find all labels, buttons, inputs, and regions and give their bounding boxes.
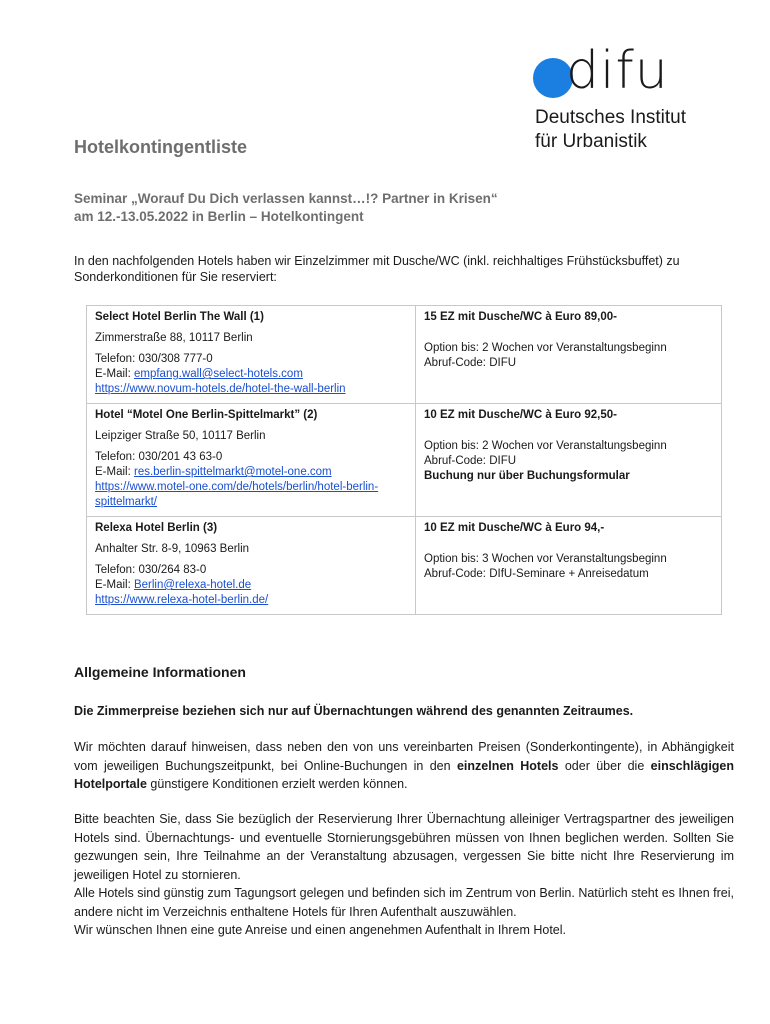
table-row bbox=[87, 306, 722, 404]
general-info-subheading: Die Zimmerpreise beziehen sich nur auf Übernachtungen während des genannten Zeitraumes. bbox=[74, 704, 634, 718]
hotel-code: Abruf-Code: DIfU-Seminare + Anreisedatum bbox=[424, 568, 649, 580]
hotel-website-link[interactable]: https://www.motel-one.com/de/hotels/berlin/hotel-berlin-spittelmarkt/ bbox=[95, 481, 379, 508]
reservation-paragraph bbox=[74, 810, 734, 940]
table-row bbox=[87, 517, 722, 615]
hotel-email-line bbox=[95, 578, 407, 593]
hotel-phone: Telefon: 030/264 83-0 bbox=[95, 564, 207, 576]
hotel-info-cell bbox=[87, 517, 416, 615]
hotel-table bbox=[86, 305, 722, 615]
logo-line-2: für Urbanistik bbox=[535, 131, 647, 152]
closing-text: Wir wünschen Ihnen eine gute Anreise und einen angenehmen Aufenthalt in Ihrem Hotel. bbox=[74, 923, 566, 937]
email-prefix: E-Mail: bbox=[95, 579, 134, 591]
table-row bbox=[87, 404, 722, 517]
p1-text-e: günstigere Konditionen erzielt werden können. bbox=[146, 777, 408, 791]
page-title: Hotelkontingentliste bbox=[74, 137, 248, 157]
hotel-offer-cell bbox=[416, 404, 722, 517]
general-info-heading: Allgemeine Informationen bbox=[74, 664, 246, 680]
hotel-name: Relexa Hotel Berlin (3) bbox=[95, 522, 218, 534]
seminar-subtitle bbox=[74, 190, 498, 226]
hotel-booking-note: Buchung nur über Buchungsformular bbox=[424, 470, 630, 482]
hotel-phone: Telefon: 030/201 43 63-0 bbox=[95, 451, 223, 463]
logo-line-1: Deutsches Institut bbox=[535, 107, 687, 128]
p1-text-a: Wir möchten darauf hinweisen, dass neben den von uns vereinbarten Preisen (Sonderkontingente), in Abhängigkeit vom jeweiligen Buchungszeitpunkt, bei Online-Buchungen in den bbox=[74, 740, 734, 773]
p1-bold-hotels: einzelnen Hotels bbox=[456, 758, 559, 773]
hotel-offer-cell bbox=[416, 306, 722, 404]
hotel-option: Option bis: 2 Wochen vor Veranstaltungsbeginn bbox=[424, 342, 667, 354]
subtitle-line-1: Seminar „Worauf Du Dich verlassen kannst…!? Partner in Krisen“ bbox=[74, 191, 498, 206]
reservation-text: Bitte beachten Sie, dass Sie bezüglich der Reservierung Ihrer Übernachtung alleiniger Vertragspartner des jeweiligen Hotels sind. Übernachtungs- und eventuelle Stornierungsgebühren müssen von Ihnen beglichen werden. Sollten Sie gezwungen sein, Ihre Teilnahme an der Veranstaltung abzusagen, vergessen Sie bitte nicht Ihre Reservierung im jeweiligen Hotel zu stornieren. bbox=[74, 812, 734, 882]
location-text: Alle Hotels sind günstig zum Tagungsort gelegen und befinden sich im Zentrum von Berlin. Natürlich steht es Ihnen frei, andere nicht im Verzeichnis enthaltene Hotels für Ihren Aufenthalt auszuwählen. bbox=[74, 886, 734, 919]
hotel-phone: Telefon: 030/308 777-0 bbox=[95, 353, 213, 365]
hotel-offer: 15 EZ mit Dusche/WC à Euro 89,00- bbox=[424, 311, 618, 323]
hotel-address: Anhalter Str. 8-9, 10963 Berlin bbox=[95, 543, 250, 555]
price-note-paragraph bbox=[74, 738, 734, 794]
hotel-email-line bbox=[95, 465, 407, 480]
hotel-offer: 10 EZ mit Dusche/WC à Euro 94,- bbox=[424, 522, 605, 534]
hotel-option: Option bis: 2 Wochen vor Veranstaltungsbeginn bbox=[424, 440, 667, 452]
logo-wordmark: difu bbox=[566, 41, 669, 101]
hotel-website-link[interactable]: https://www.novum-hotels.de/hotel-the-wall-berlin bbox=[95, 383, 346, 395]
hotel-email-link[interactable]: empfang.wall@select-hotels.com bbox=[133, 368, 303, 380]
hotel-address: Leipziger Straße 50, 10117 Berlin bbox=[95, 430, 266, 442]
email-prefix: E-Mail: bbox=[95, 368, 134, 380]
hotel-info-cell bbox=[87, 404, 416, 517]
hotel-offer-cell bbox=[416, 517, 722, 615]
hotel-code: Abruf-Code: DIFU bbox=[424, 357, 517, 369]
hotel-info-cell bbox=[87, 306, 416, 404]
hotel-email-line bbox=[95, 367, 407, 382]
hotel-website-link[interactable]: https://www.relexa-hotel-berlin.de/ bbox=[95, 594, 269, 606]
hotel-code: Abruf-Code: DIFU bbox=[424, 455, 517, 467]
hotel-email-link[interactable]: Berlin@relexa-hotel.de bbox=[133, 579, 252, 591]
hotel-email-link[interactable]: res.berlin-spittelmarkt@motel-one.com bbox=[133, 466, 332, 478]
hotel-name: Select Hotel Berlin The Wall (1) bbox=[95, 311, 264, 323]
hotel-offer: 10 EZ mit Dusche/WC à Euro 92,50- bbox=[424, 409, 618, 421]
p1-bold-portals: einschlägigen Hotelportale bbox=[74, 758, 735, 791]
email-prefix: E-Mail: bbox=[95, 466, 134, 478]
hotel-option: Option bis: 3 Wochen vor Veranstaltungsbeginn bbox=[424, 553, 667, 565]
hotel-name: Hotel “Motel One Berlin-Spittelmarkt” (2) bbox=[95, 409, 318, 421]
hotel-address: Zimmerstraße 88, 10117 Berlin bbox=[95, 332, 253, 344]
intro-text: In den nachfolgenden Hotels haben wir Einzelzimmer mit Dusche/WC (inkl. reichhaltiges Frühstücksbuffet) zu Sonderkonditionen für Sie reserviert: bbox=[74, 254, 680, 284]
subtitle-line-2: am 12.-13.05.2022 in Berlin – Hotelkontingent bbox=[74, 209, 364, 224]
p1-text-c: oder über die bbox=[558, 758, 651, 773]
difu-logo bbox=[533, 41, 733, 155]
